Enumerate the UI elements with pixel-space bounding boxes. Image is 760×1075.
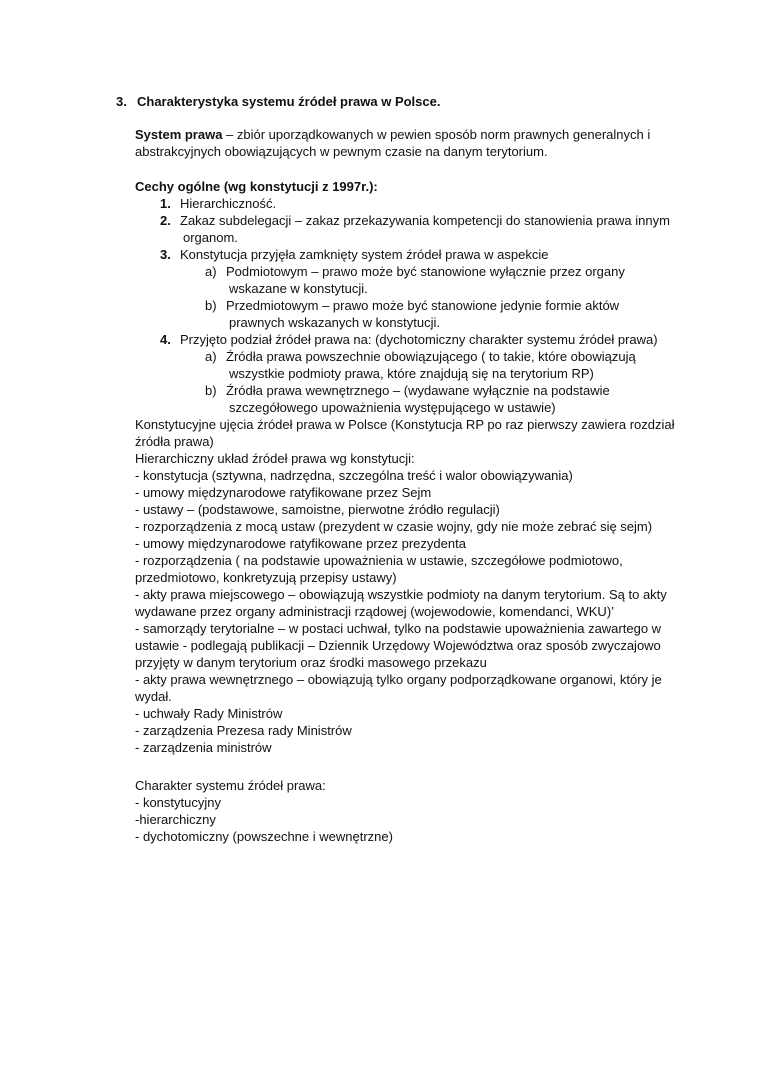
feature-4-sub-b	[205, 382, 610, 399]
body-line: - akty prawa miejscowego – obowiązują wszystkie podmioty na danym terytorium. Są to akty	[135, 587, 667, 602]
feature-item-2-cont: organom.	[183, 230, 238, 245]
features-heading: Cechy ogólne (wg konstytucji z 1997r.):	[135, 179, 378, 194]
body-line: wydał.	[135, 689, 172, 704]
feature-num: 2.	[160, 213, 171, 228]
body-line: wydawane przez organy administracji rządowej (wojewodowie, komendanci, WKU)’	[135, 604, 615, 619]
body-line: - uchwały Rady Ministrów	[135, 706, 283, 721]
character-item: - dychotomiczny (powszechne i wewnętrzne)	[135, 829, 393, 844]
sub-letter: a)	[205, 264, 217, 279]
feature-num: 1.	[160, 196, 171, 211]
feature-3-sub-a-cont: wskazane w konstytucji.	[229, 281, 368, 296]
body-line: - rozporządzenia z mocą ustaw (prezydent w czasie wojny, gdy nie może zebrać się sejm)	[135, 519, 653, 534]
feature-item-3	[160, 246, 548, 263]
character-item: -hierarchiczny	[135, 812, 216, 827]
sub-text: Źródła prawa powszechnie obowiązującego ( to takie, które obowiązują	[226, 349, 636, 364]
sub-text: Przedmiotowym – prawo może być stanowione jedynie formie aktów	[226, 298, 620, 313]
feature-text: Zakaz subdelegacji – zakaz przekazywania kompetencji do stanowienia prawa innym	[180, 213, 670, 228]
feature-3-sub-b-cont: prawnych wskazanych w konstytucji.	[229, 315, 440, 330]
feature-text: Konstytucja przyjęła zamknięty system źródeł prawa w aspekcie	[180, 247, 549, 262]
sub-letter: a)	[205, 349, 217, 364]
section-heading	[116, 93, 440, 110]
feature-num: 3.	[160, 247, 171, 262]
feature-4-sub-a	[205, 348, 636, 365]
body-line: Hierarchiczny układ źródeł prawa wg konstytucji:	[135, 451, 415, 466]
body-line: źródła prawa)	[135, 434, 214, 449]
definition-line-2: abstrakcyjnych obowiązujących w pewnym czasie na danym terytorium.	[135, 144, 548, 159]
definition-term: System prawa	[135, 127, 223, 142]
feature-4-sub-a-cont: wszystkie podmioty prawa, które znajdują się na terytorium RP)	[229, 366, 594, 381]
character-heading: Charakter systemu źródeł prawa:	[135, 778, 326, 793]
feature-item-1	[160, 195, 276, 212]
feature-4-sub-b-cont: szczegółowego upoważnienia występującego w ustawie)	[229, 400, 556, 415]
feature-num: 4.	[160, 332, 171, 347]
body-line: - umowy międzynarodowe ratyfikowane przez prezydenta	[135, 536, 466, 551]
body-line: - konstytucja (sztywna, nadrzędna, szczególna treść i walor obowiązywania)	[135, 468, 573, 483]
feature-item-4	[160, 331, 658, 348]
body-line: przyjęty w danym terytorium oraz środki masowego przekazu	[135, 655, 487, 670]
body-line: ustawie - podlegają publikacji – Dziennik Urzędowy Województwa oraz sposób zwyczajowo	[135, 638, 661, 653]
feature-text: Hierarchiczność.	[180, 196, 277, 211]
character-item: - konstytucyjny	[135, 795, 221, 810]
body-line: - akty prawa wewnętrznego – obowiązują tylko organy podporządkowane organowi, który je	[135, 672, 662, 687]
section-title: Charakterystyka systemu źródeł prawa w Polsce.	[137, 94, 441, 109]
sub-letter: b)	[205, 383, 217, 398]
feature-3-sub-b	[205, 297, 619, 314]
sub-letter: b)	[205, 298, 217, 313]
body-line: - samorządy terytorialne – w postaci uchwał, tylko na podstawie upoważnienia zawartego w	[135, 621, 662, 636]
sub-text: Podmiotowym – prawo może być stanowione wyłącznie przez organy	[226, 264, 625, 279]
body-line: - ustawy – (podstawowe, samoistne, pierwotne źródło regulacji)	[135, 502, 500, 517]
feature-3-sub-a	[205, 263, 625, 280]
feature-item-2	[160, 212, 670, 229]
definition-line-1	[135, 126, 650, 143]
definition-rest: – zbiór uporządkowanych w pewien sposób norm prawnych generalnych i	[222, 127, 651, 142]
body-line: - zarządzenia Prezesa rady Ministrów	[135, 723, 352, 738]
feature-text: Przyjęto podział źródeł prawa na: (dychotomiczny charakter systemu źródeł prawa)	[180, 332, 658, 347]
body-line: przedmiotowo, konkretyzują przepisy ustawy)	[135, 570, 397, 585]
section-number: 3.	[116, 94, 127, 109]
body-line: - umowy międzynarodowe ratyfikowane przez Sejm	[135, 485, 432, 500]
sub-text: Źródła prawa wewnętrznego – (wydawane wyłącznie na podstawie	[226, 383, 610, 398]
body-line: Konstytucyjne ujęcia źródeł prawa w Polsce (Konstytucja RP po raz pierwszy zawiera rozdział	[135, 417, 675, 432]
body-line: - zarządzenia ministrów	[135, 740, 272, 755]
body-line: - rozporządzenia ( na podstawie upoważnienia w ustawie, szczegółowe podmiotowo,	[135, 553, 623, 568]
